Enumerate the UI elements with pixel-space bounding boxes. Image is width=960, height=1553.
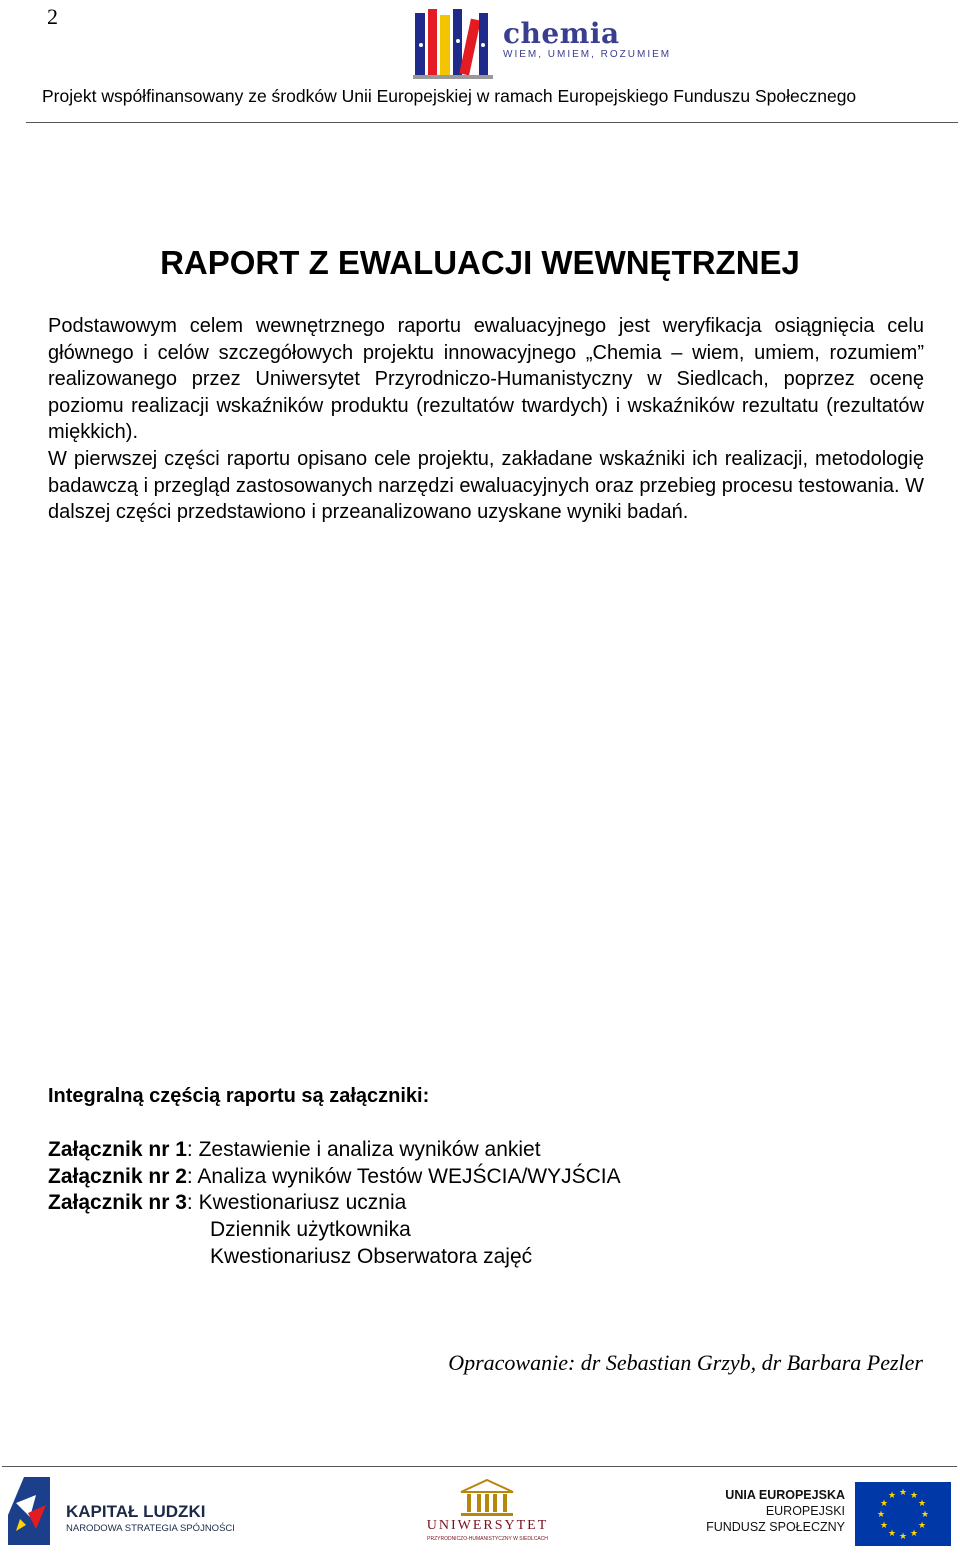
attachment-sep: : bbox=[186, 1191, 199, 1214]
page-number: 2 bbox=[47, 4, 58, 29]
funding-line: Projekt współfinansowany ze środków Unii Europejskiej w ramach Europejskiego Funduszu Społecznego bbox=[42, 86, 857, 106]
uph-subtitle: PRZYRODNICZO-HUMANISTYCZNY W SIEDLCACH bbox=[427, 1536, 548, 1542]
eu-flag-icon bbox=[855, 1482, 951, 1546]
ue-line-3: FUNDUSZ SPOŁECZNY bbox=[706, 1520, 845, 1534]
kapital-ludzki-logo bbox=[6, 1475, 236, 1547]
chemia-logo-tagline: WIEM, UMIEM, ROZUMIEM bbox=[503, 49, 672, 60]
ue-line-1: UNIA EUROPEJSKA bbox=[725, 1488, 845, 1502]
eu-logo bbox=[706, 1480, 955, 1548]
method-paragraph: W pierwszej części raportu opisano cele projektu, zakładane wskaźniki ich realizacji, metodologię badawczą i przegląd zastosowanych narzędzi ewaluacyjnych oraz przebieg procesu testowania. W dalszej części przedstawiono i przeanalizowano uzyskane wyniki badań. bbox=[48, 448, 925, 524]
svg-text:★: ★ bbox=[879, 1499, 889, 1509]
svg-text:★: ★ bbox=[909, 1529, 919, 1539]
authors-credit: Opracowanie: dr Sebastian Grzyb, dr Barbara Pezler bbox=[448, 1350, 923, 1375]
header-divider bbox=[26, 122, 958, 123]
svg-text:★: ★ bbox=[898, 1488, 908, 1498]
svg-text:★: ★ bbox=[898, 1532, 908, 1542]
attachment-sep: : bbox=[186, 1138, 199, 1161]
attachment-3 bbox=[48, 1191, 406, 1215]
attachment-item: Dziennik użytkownika bbox=[210, 1218, 411, 1241]
kapital-ludzki-logo-icon bbox=[6, 1475, 56, 1547]
svg-text:★: ★ bbox=[879, 1521, 889, 1531]
chemia-logo bbox=[413, 5, 672, 81]
attachment-item: Zestawienie i analiza wyników ankiet bbox=[198, 1138, 541, 1161]
svg-text:★: ★ bbox=[876, 1510, 886, 1520]
svg-text:★: ★ bbox=[917, 1521, 927, 1531]
kl-subtitle: NARODOWA STRATEGIA SPÓJNOŚCI bbox=[66, 1523, 235, 1534]
chemia-logo-word: chemia bbox=[503, 17, 620, 50]
attachment-item: Analiza wyników Testów WEJŚCIA/WYJŚCIA bbox=[197, 1165, 621, 1188]
attachment-label: Załącznik nr 2 bbox=[48, 1165, 187, 1188]
report-title: RAPORT Z EWALUACJI WEWNĘTRZNEJ bbox=[160, 244, 800, 281]
university-columns-logo-icon bbox=[457, 1478, 517, 1518]
chemia-books-logo-icon bbox=[413, 5, 503, 81]
university-logo bbox=[415, 1478, 560, 1548]
attachment-sep: : bbox=[186, 1165, 198, 1188]
svg-text:★: ★ bbox=[887, 1529, 897, 1539]
svg-text:★: ★ bbox=[887, 1491, 897, 1501]
svg-text:★: ★ bbox=[917, 1499, 927, 1509]
svg-text:★: ★ bbox=[909, 1491, 919, 1501]
attachment-label: Załącznik nr 1 bbox=[48, 1138, 187, 1161]
footer-divider bbox=[2, 1466, 957, 1467]
intro-paragraph: Podstawowym celem wewnętrznego raportu ewaluacyjnego jest weryfikacja osiągnięcia celu głównego i celów szczegółowych projektu innowacyjnego „Chemia – wiem, umiem, rozumiem” realizowanego przez Uniwersytet Przyrodniczo-Humanistyczny w Siedlcach, poprzez ocenę poziomu realizacji wskaźników produktu (rezultatów twardych) i wskaźników rezultatu (rezultatów miękkich). bbox=[48, 315, 924, 444]
svg-text:★: ★ bbox=[920, 1510, 930, 1520]
attachment-item: Kwestionariusz Obserwatora zajęć bbox=[210, 1245, 533, 1268]
attachment-2 bbox=[48, 1165, 621, 1189]
ue-line-2: EUROPEJSKI bbox=[765, 1504, 845, 1518]
kl-title: KAPITAŁ LUDZKI bbox=[66, 1502, 206, 1521]
attachment-label: Załącznik nr 3 bbox=[48, 1191, 187, 1214]
uph-title: UNIWERSYTET bbox=[426, 1518, 549, 1533]
attachment-1 bbox=[48, 1138, 541, 1162]
attachment-item: Kwestionariusz ucznia bbox=[198, 1191, 407, 1214]
attachments-heading: Integralną częścią raportu są załączniki: bbox=[48, 1085, 430, 1107]
